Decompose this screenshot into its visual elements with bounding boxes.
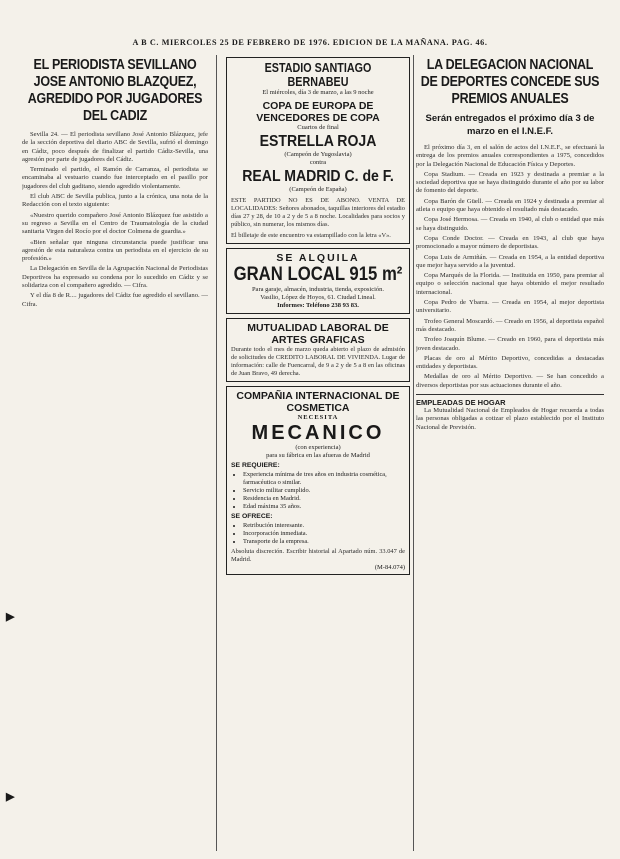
paragraph: Copa José Hermosa. — Creada en 1940, al club o entidad que más se haya distinguido. [416,216,604,232]
paragraph: Copa Marqués de la Florida. — Instituida en 1950, para premiar al equipo o selección nacional que haya obtenido el mejor resultado internacional. [416,272,604,296]
team2: REAL MADRID C. de F. [242,168,394,185]
right-article [416,144,604,390]
column-rule [413,55,414,851]
right-subheadline: Serán entregados el próximo día 3 de marzo en el I.N.E.F. [425,113,595,137]
stadium-title: ESTADIO SANTIAGO BERNABEU [264,61,372,89]
column-rule [216,55,217,851]
rental-desc: Para garaje, almacén, industria, tienda, exposición. [251,286,385,293]
versus: contra [309,159,327,166]
list-item: • Incorporación inmediata. [243,530,405,538]
cup-name: COPA DE EUROPA DE VENCEDORES DE COPA [256,100,380,124]
rental-headline: GRAN LOCAL 915 m² [233,264,403,285]
mutualidad-title: MUTUALIDAD LABORAL DE ARTES GRAFICAS [247,322,389,346]
location: para su fábrica en las afueras de Madrid [266,452,370,459]
paragraph: La Mutualidad Nacional de Empleados de Hogar recuerda a todas las personas obligadas a cotizar el plazo establecido por el Instituto Nacional de Previsión. [416,407,604,431]
paragraph: El club ABC de Sevilla publica, junto a la crónica, una nota de la Redacción con el texto siguiente: [22,193,208,209]
paragraph: Trofeo Joaquín Blume. — Creado en 1960, para el deportista más joven destacado. [416,336,604,352]
margin-mark-arrow-icon: ▶ [6,791,15,803]
contact: Absoluta discreción. Escribir historial al Apartado núm. 33.047 de Madrid. [231,548,405,563]
left-headline: EL PERIODISTA SEVILLANO JOSE ANTONIO BLAZQUEZ, AGREDIDO POR JUGADORES DEL CADIZ [27,57,203,124]
paragraph: Copa Pedro de Ybarra. — Creada en 1954, al mejor deportista universitario. [416,299,604,315]
rental-phone: Informes: Teléfono 238 93 83. [277,302,359,309]
paragraph: El próximo día 3, en el salón de actos del I.N.E.F., se efectuará la entrega de los premios anuales correspondientes a 1975, concedidos por la Delegación Nacional de Educación Física y Deportes. [416,144,604,168]
offers-list [243,522,405,546]
list-item: • Edad máxima 35 años. [243,503,405,511]
rental-address: Vasilio, López de Hoyos, 61. Ciudad Lineal. [260,294,376,301]
small-notice-title: EMPLEADAS DE HOGAR [416,398,506,408]
right-headline: LA DELEGACION NACIONAL DE DEPORTES CONCEDE SUS PREMIOS ANUALES [420,57,600,107]
ad-reference: (M-84.074) [374,564,405,571]
list-item: • Retribución interesante. [243,522,405,530]
needs: NECESITA [297,414,339,421]
stadium-date: El miércoles, día 3 de marzo, a las 9 noche [262,89,374,96]
page-header: A B C. MIERCOLES 25 DE FEBRERO DE 1976. EDICION DE LA MAÑANA. PAG. 46. [132,38,488,47]
paragraph: Terminado el partido, el Ramón de Carranza, el periodista se encaminaba al vestuario cuando fue interceptado en el pasillo por jugadores del club gaditano, siendo agredido violentamente. [22,166,208,190]
job-ad [226,386,410,575]
list-item: • Transporte de la empresa. [243,538,405,546]
mutualidad-text: Durante todo el mes de marzo queda abierto el plazo de admisión de solicitudes de CREDITO LABORAL DE VIVIENDA. Lugar de información: calle de Fuencarral, de 9 a 2 y de 5 a 8 en las oficinas de Juan Bravo, 49 derecha. [231,346,405,377]
small-notice [416,394,604,432]
team2-note: (Campeón de España) [289,186,347,193]
paragraph: Copa Luis de Armiñán. — Creada en 1954, a la entidad deportiva que mejor haya servido a la juventud. [416,253,604,269]
job-title: MECANICO [251,422,385,444]
list-item: • Residencia en Madrid. [243,495,405,503]
paragraph: Medallas de oro al Mérito Deportivo. — Se han concedido a diversos deportistas por sus actuaciones durante el año. [416,373,604,389]
paragraph: Placas de oro al Mérito Deportivo, concedidas a destacadas entidades y deportistas. [416,354,604,371]
offers-label: SE OFRECE: [231,513,273,520]
paragraph: La Delegación en Sevilla de la Agrupación Nacional de Periodistas Deportivos ha expresado su condena por lo sucedido en Cádiz y se solidariza con el compañero agredido. — Cifra. [22,265,208,290]
round: Cuartos de final [297,124,339,131]
left-column [22,55,208,853]
right-column [416,55,604,853]
left-article [22,131,208,309]
list-item: • Experiencia mínima de tres años en industria cosmética, farmacéutica o similar. [243,471,405,487]
rental-title: SE ALQUILA [276,252,360,264]
stadium-ad [226,57,410,244]
requirements-list [243,471,405,511]
experience: (con experiencia) [295,444,341,451]
ticket-notice: ESTE PARTIDO NO ES DE ABONO. VENTA DE LOCALIDADES: Señores abonados, taquillas interiores del estadio días 27 y 28, de 10 a 2 y de 5 a 8 noche. Localidades para socios y público, sin numerar, los mismos días. [231,197,405,228]
paragraph: Copa Stadium. — Creada en 1923 y destinada a premiar a la sociedad deportiva que se haya distinguido durante el año por su labor de fomento del deporte. [416,170,604,195]
requirements-label: SE REQUIERE: [231,462,280,469]
paragraph: Copa Conde Doctor. — Creada en 1943, al club que haya promocionado a mayor número de deportistas. [416,234,604,251]
paragraph: Copa Barón de Güell. — Creada en 1924 y destinada a premiar al atleta o equipo que haya obtenido el resultado más destacado. [416,197,604,214]
mutualidad-ad [226,318,410,382]
company-name: COMPAÑIA INTERNACIONAL DE COSMETICA [236,390,400,414]
paragraph: «Nuestro querido compañero José Antonio Blázquez fue asistido a su regreso a Sevilla en el Centro de Traumatología de la ciudad sanitaria Virgen del Rocío por el doctor Colmena de guardia.» [22,211,208,236]
paragraph: Trofeo General Moscardó. — Creado en 1956, al deportista español más destacado. [416,317,604,333]
margin-mark-arrow-icon: ▶ [6,611,15,623]
rental-ad [226,248,410,314]
team1-note: (Campeón de Yugoslavia) [284,151,352,158]
stadium-footer: El billetaje de este encuentro va estampillado con la letra «V». [231,232,391,239]
middle-column [226,55,410,853]
team1: ESTRELLA ROJA [259,133,377,150]
paragraph: Y el día 8 de R.... jugadores del Cádiz fue agredido el sevillano. — Cifra. [22,292,208,308]
paragraph: Sevilla 24. — El periodista sevillano José Antonio Blázquez, jefe de la sección deportiva del diario ABC de Sevilla, sufrió el domingo en Cádiz, poco después de finalizar el partido Cádiz-Sevilla, una agresión por parte de jugadores del Cádiz. [22,131,208,163]
paragraph: «Bien señalar que ninguna circunstancia puede justificar una agresión de esta naturaleza contra un periodista en el ejercicio de su profesión.» [22,238,208,263]
list-item: • Servicio militar cumplido. [243,487,405,495]
